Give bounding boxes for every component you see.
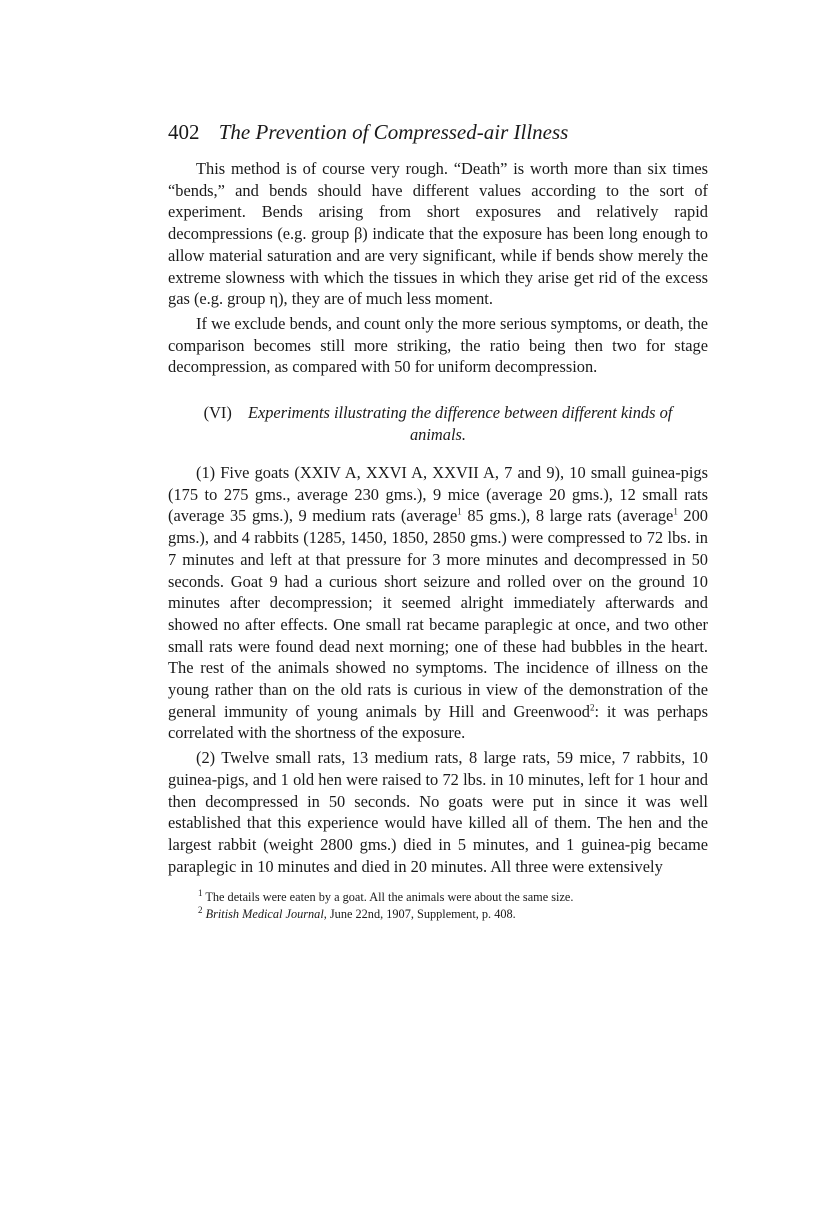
section-title: Experiments illustrating the difference between different kinds of animals. xyxy=(247,403,673,445)
footnote-ref-1b: 1 xyxy=(673,506,678,517)
footnotes xyxy=(168,889,708,923)
footnote-1-text: The details were eaten by a goat. All the animals were about the same size. xyxy=(202,890,574,905)
footnote-ref-1a: 1 xyxy=(457,506,462,517)
footnote-1-mark: 1 xyxy=(198,888,203,899)
running-title: The Prevention of Compressed-air Illness xyxy=(218,120,569,144)
exp1-text-a: (1) Five goats (XXIV A, XXVI A, XXVII A, 7 and 9), 10 small guinea-pigs (175 to 275 gms., average 230 gms.), 9 mice (average 20 gms.), 12 small rats (average 35 gms.), 9 medium rats (average xyxy=(168,463,708,526)
paragraph-experiment-1 xyxy=(168,462,708,744)
exp1-text-b: 85 gms.), 8 large rats (average xyxy=(461,506,674,526)
footnote-2-text: , June 22nd, 1907, Supplement, p. 408. xyxy=(323,907,516,922)
footnote-ref-2: 2 xyxy=(589,702,595,713)
page-number: 402 xyxy=(168,120,200,144)
running-header xyxy=(168,118,708,146)
footnote-2 xyxy=(198,906,708,923)
paragraph-experiment-2: (2) Twelve small rats, 13 medium rats, 8 large rats, 59 mice, 7 rabbits, 10 guinea-pigs, and 1 old hen were raised to 72 lbs. in 10 minutes, left for 1 hour and then decompressed in 50 seconds. No goats were put in since it was well established that this experience would have killed all of them. The hen and the largest rabbit (weight 2800 gms.) died in 5 minutes, and 1 guinea-pig became paraplegic in 10 minutes and died in 20 minutes. All three were extensively xyxy=(168,748,708,876)
exp1-text-c: 200 gms.), and 4 rabbits (1285, 1450, 1850, 2850 gms.) were compressed to 72 lbs. in 7 minutes and left at that pressure for 3 more minutes and decompressed in 50 seconds. Goat 9 had a curious short seizure and rolled over on the ground 10 minutes after decompression; it seemed alright immediately afterwards and showed no after effects. One small rat became paraplegic at once, and two other small rats were found dead next morning; one of these had bubbles in the heart. The rest of the animals showed no symptoms. The incidence of illness on the young rather than on the old rats is curious in view of the demonstration of the general immunity of young animals by Hill and Greenwood xyxy=(168,506,708,721)
page-body xyxy=(168,118,708,923)
paragraph-method-rough: This method is of course very rough. “Death” is worth more than six times “bends,” and bends should have different values according to the sort of experiment. Bends arising from short exposures and relatively rapid decompressions (e.g. group β) indicate that the exposure has been long enough to allow material saturation and are very significant, while if bends show merely the extreme slowness with which the tissues in which they arise get rid of the excess gas (e.g. group η), they are of much less moment. xyxy=(168,159,708,309)
footnote-2-mark: 2 xyxy=(198,905,203,916)
footnote-1 xyxy=(198,889,708,906)
paragraph-exclude-bends: If we exclude bends, and count only the more serious symptoms, or death, the comparison becomes still more striking, the ratio being then two for stage decompression, as compared with 50 for uniform decompression. xyxy=(168,313,708,377)
exp1-text-d: : it was perhaps correlated with the shortness of the exposure. xyxy=(168,701,708,743)
section-number: (VI) xyxy=(203,403,232,423)
section-heading xyxy=(176,402,700,446)
footnote-2-journal: British Medical Journal xyxy=(205,907,324,922)
